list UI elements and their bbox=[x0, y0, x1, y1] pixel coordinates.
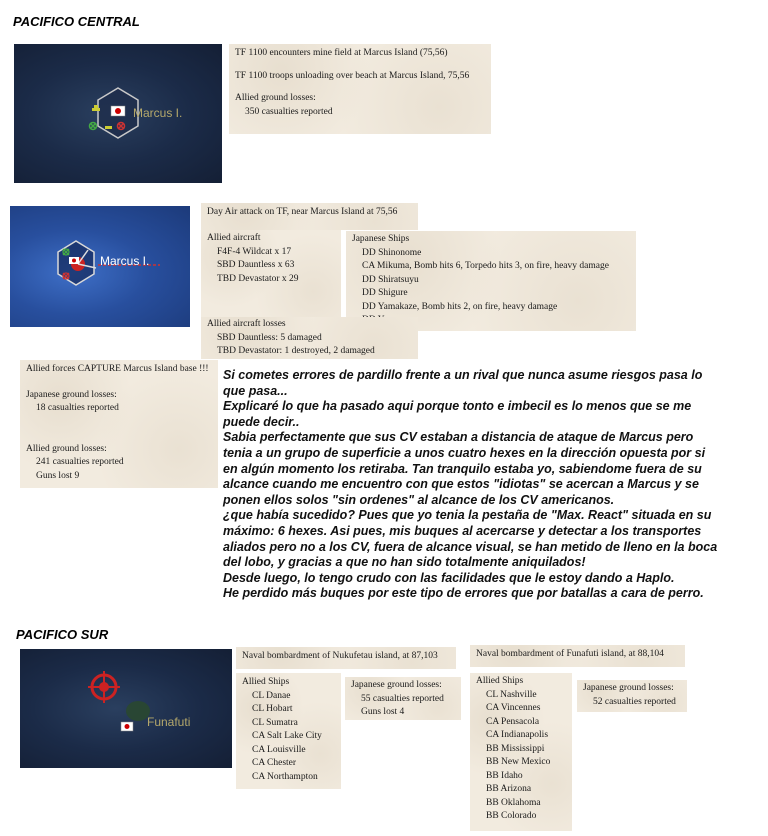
report-japanese-ships bbox=[346, 231, 636, 331]
ship-entry: BB Idaho bbox=[486, 770, 523, 781]
ship-entry: CL Sumatra bbox=[252, 717, 298, 728]
report-line: 350 casualties reported bbox=[245, 106, 333, 117]
ship-entry: CA Salt Lake City bbox=[252, 731, 322, 741]
loss-entry: Guns lost 4 bbox=[361, 707, 405, 717]
report-line: Allied ground losses: bbox=[235, 93, 316, 103]
ship-entry: CA Northampton bbox=[252, 771, 318, 782]
player-commentary bbox=[223, 368, 723, 602]
map-funafuti[interactable] bbox=[20, 649, 232, 768]
report-funafuti-header bbox=[470, 645, 685, 667]
loss-entry: 52 casualties reported bbox=[593, 696, 676, 707]
commentary-paragraph: Si cometes errores de pardillo frente a un rival que nunca asume riesgos pasa lo que pasa... bbox=[223, 368, 703, 398]
section-heading-central: PACIFICO CENTRAL bbox=[13, 14, 140, 29]
commentary-paragraph: He perdido más buques por este tipo de errores que por batallas a cara de perro. bbox=[223, 586, 704, 601]
ship-entry: BB New Mexico bbox=[486, 757, 551, 767]
loss-entry: TBD Devastator: 1 destroyed, 2 damaged bbox=[217, 346, 375, 356]
section-heading-sur: PACIFICO SUR bbox=[16, 627, 109, 642]
ship-entry: CA Louisville bbox=[252, 744, 306, 755]
loss-entry: SBD Dauntless: 5 damaged bbox=[217, 332, 322, 343]
report-capture bbox=[20, 360, 218, 488]
ship-entry: DD Shigure bbox=[362, 288, 408, 298]
commentary-paragraph: Sabia perfectamente que sus CV estaban a distancia de ataque de Marcus pero tenia a un grupo de superficie a unos cuatro hexes en la dirección opuesta por si en algún momento los retiraba. Tan tranquilo estaba yo, sabiendome fuera de su alcance cuando me encuentro con que estos "idiotas" se acercan a Marcus y se ponen ellos solos "sin ordenes" al alcance de los CV americanos. bbox=[223, 430, 706, 507]
map-label-marcus: Marcus I. bbox=[133, 106, 183, 120]
report-aircraft-losses bbox=[201, 317, 418, 359]
ship-entry: BB Oklahoma bbox=[486, 797, 541, 808]
report-subheader: Japanese ground losses: bbox=[583, 683, 674, 693]
report-funafuti-ships bbox=[470, 673, 572, 831]
ship-entry: CL Nashville bbox=[486, 689, 537, 700]
ship-entry: DD Shinonome bbox=[362, 247, 422, 258]
map-marcus-air-attack[interactable] bbox=[10, 206, 190, 327]
commentary-paragraph: Explicaré lo que ha pasado aqui porque tonto e imbecil es lo menos que se me puede decir.. bbox=[223, 399, 692, 429]
report-line: TF 1100 troops unloading over beach at Marcus Island, 75,56 bbox=[235, 70, 470, 81]
report-title: Allied forces CAPTURE Marcus Island base !!! bbox=[26, 364, 209, 374]
report-title: Naval bombardment of Nukufetau island, at 87,103 bbox=[242, 651, 438, 661]
ship-entry: DD Yamakaze, Bomb hits 2, on fire, heavy damage bbox=[362, 301, 558, 312]
report-line: TF 1100 encounters mine field at Marcus Island (75,56) bbox=[235, 48, 448, 58]
report-marcus-landing bbox=[229, 44, 491, 134]
report-subheader: Allied Ships bbox=[476, 676, 524, 686]
aircraft-entry: F4F-4 Wildcat x 17 bbox=[217, 246, 292, 257]
ship-entry: CL Hobart bbox=[252, 704, 293, 714]
ship-entry: BB Arizona bbox=[486, 784, 532, 794]
aircraft-entry: TBD Devastator x 29 bbox=[217, 273, 299, 284]
report-title: Naval bombardment of Funafuti island, at 88,104 bbox=[476, 649, 664, 659]
ship-entry: CA Pensacola bbox=[486, 716, 540, 727]
ship-entry: CA Indianapolis bbox=[486, 730, 549, 740]
ship-entry: CL Danae bbox=[252, 690, 291, 701]
report-subheader: Allied Ships bbox=[242, 677, 290, 687]
ship-entry: CA Vincennes bbox=[486, 703, 541, 713]
commentary-paragraph: Desde luego, lo tengo crudo con las facilidades que le estoy dando a Haplo. bbox=[223, 570, 675, 585]
loss-entry: 241 casualties reported bbox=[36, 457, 124, 467]
report-subheader: Japanese Ships bbox=[352, 234, 410, 244]
report-title: Day Air attack on TF, near Marcus Island at 75,56 bbox=[207, 207, 398, 217]
report-funafuti-losses bbox=[577, 680, 687, 712]
ship-entry: DD Shiratsuyu bbox=[362, 274, 419, 285]
report-nukufetau-ships bbox=[236, 673, 341, 789]
commentary-paragraph: ¿que había sucedido? Pues que yo tenia la pestaña de "Max. React" situada en su máximo: 6 hexes. Asi pues, mis buques al acercarse y detectar a los transportes aliados pero no a los CV, fuera de alcance visual, se han metido de lleno en la boca del lobo, y gracias a que no han sido totalmente aniquilados! bbox=[223, 508, 718, 570]
bombardment-marker bbox=[20, 649, 232, 768]
report-subheader: Japanese ground losses: bbox=[351, 680, 442, 690]
report-air-attack-header bbox=[201, 203, 418, 230]
ship-entry: CA Chester bbox=[252, 758, 297, 768]
ship-entry: CA Mikuma, Bomb hits 6, Torpedo hits 3, on fire, heavy damage bbox=[362, 261, 609, 271]
report-nukufetau-header bbox=[236, 647, 456, 669]
loss-entry: 55 casualties reported bbox=[361, 693, 444, 704]
loss-entry: Guns lost 9 bbox=[36, 470, 80, 481]
hex-marker-marcus bbox=[14, 44, 222, 183]
report-subheader: Japanese ground losses: bbox=[26, 389, 117, 400]
loss-entry: 18 casualties reported bbox=[36, 403, 119, 413]
report-subheader: Allied aircraft losses bbox=[207, 319, 286, 329]
report-nukufetau-losses bbox=[345, 677, 461, 720]
map-marcus-landing[interactable] bbox=[14, 44, 222, 183]
map-label-funafuti: Funafuti bbox=[147, 715, 191, 729]
report-subheader: Allied aircraft bbox=[207, 233, 261, 243]
aircraft-entry: SBD Dauntless x 63 bbox=[217, 260, 295, 270]
report-subheader: Allied ground losses: bbox=[26, 443, 107, 454]
map-label-marcus: Marcus I. bbox=[100, 254, 150, 268]
ship-entry: BB Mississippi bbox=[486, 743, 545, 754]
ship-entry: BB Colorado bbox=[486, 811, 537, 821]
report-allied-aircraft bbox=[201, 230, 341, 318]
